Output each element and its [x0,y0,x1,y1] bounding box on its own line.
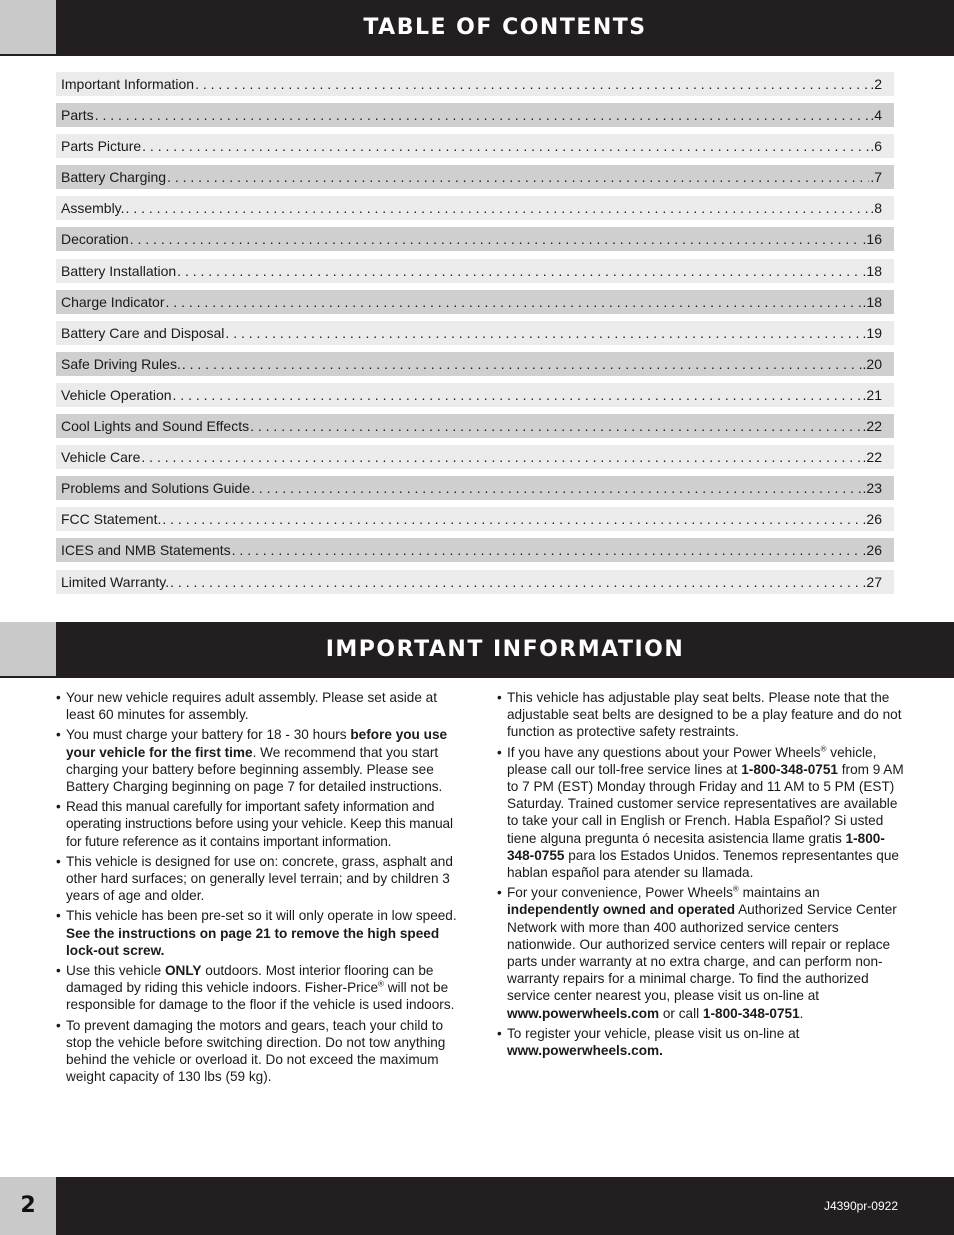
toc-entry-page: .19 [862,324,882,341]
toc-leader-dots [167,165,869,189]
info-left-column [56,689,468,1088]
toc-leader-dots [173,383,862,407]
phone-number: 1-800-348-0751 [741,761,838,777]
toc-entry [56,507,894,531]
toc-leader-dots [95,103,870,127]
page-footer [0,1177,954,1235]
toc-header-band [0,0,954,56]
website-url: www.powerwheels.com [507,1005,660,1021]
toc-entry-page: .21 [862,386,882,403]
toc-entry-title: Assembly. [61,200,125,217]
toc-entry-page: .8 [870,200,882,217]
toc-entry-page: .22 [862,449,882,466]
toc-leader-dots [142,134,869,158]
toc-leader-dots [232,538,862,562]
toc-entry-page: .2 [870,76,882,92]
toc-leader-dots [166,290,862,314]
toc-entry-page: .16 [862,231,882,248]
toc-entry [56,227,894,251]
toc-entry-title: Vehicle Operation [61,386,172,403]
toc-entry-page: .6 [870,138,882,155]
info-bullet: • If you have any questions about your Power Wheels® vehicle, please call our toll-free service lines at 1-800-348-0751 from 9 AM to 7 PM (EST) Monday through Friday and 11 AM to 5 PM (EST) Saturday. Trained customer service representatives are available to take your call in English or French. Habla Español? Si usted tiene alguna pregunta ó necesita asistencia llame gratis 1-800-348-0755 para los Estados Unidos. Tenemos representantes que hablan español para atender su llamada. [497,744,909,882]
toc-entry [56,570,894,594]
toc-leader-dots [250,414,861,438]
toc-entry-title: Vehicle Care [61,449,141,466]
info-bullet: • To register your vehicle, please visit us on-line at www.powerwheels.com. [497,1025,909,1059]
page-number: 2 [0,1177,56,1235]
toc-entry [56,383,894,407]
toc-entry-page: .4 [870,107,882,124]
toc-entry-title: Battery Care and Disposal [61,324,225,341]
toc-entry-title: Decoration [61,231,129,248]
toc-leader-dots [130,227,862,251]
toc-entry-title: Cool Lights and Sound Effects [61,418,250,435]
toc-leader-dots [225,321,861,345]
phone-number: 1-800-348-0751 [702,1005,800,1021]
toc-title: TABLE OF CONTENTS [56,0,954,56]
toc-list [56,72,894,601]
toc-entry-page: .26 [862,542,882,559]
toc-entry-page: .18 [862,262,882,279]
info-bullet: • For your convenience, Power Wheels® maintains an independently owned and operated Authorized Service Center Network with more than 400 authorized service centers nationwide. Our authorized service centers will repair or replace parts under warranty at no extra charge, and can perform non-warranty repairs for a minimal charge. To find the authorized service center nearest you, please visit us on-line at www.powerwheels.com or call 1-800-348-0751. [497,884,909,1022]
website-url: www.powerwheels.com. [507,1043,663,1059]
toc-entry-title: ICES and NMB Statements [61,542,231,559]
info-header-rule [0,676,954,678]
toc-entry-page: .26 [862,511,882,528]
toc-entry [56,72,894,96]
toc-entry [56,196,894,220]
toc-entry [56,476,894,500]
toc-entry-page: .7 [870,169,882,186]
toc-entry-title: Charge Indicator [61,293,165,310]
toc-entry-page: .23 [862,480,882,497]
info-title: IMPORTANT INFORMATION [56,622,954,678]
toc-entry-title: Parts [61,107,94,124]
toc-entry [56,290,894,314]
info-bullet: • Your new vehicle requires adult assembly. Please set aside at least 60 minutes for assembly. [56,689,468,723]
toc-entry [56,445,894,469]
toc-entry-page: .20 [862,355,882,372]
toc-leader-dots [251,476,861,500]
info-bullet: • This vehicle has been pre-set so it will only operate in low speed. See the instructions on page 21 to remove the high speed lock-out screw. [56,907,468,959]
document-code: J4390pr-0922 [823,1199,898,1213]
toc-header-tab [0,0,56,56]
toc-leader-dots [195,72,869,96]
toc-leader-dots [170,570,861,594]
info-bullet: • To prevent damaging the motors and gears, teach your child to stop the vehicle before switching direction. Do not tow anything behind the vehicle or overload it. Do not exceed the maximum weight capacity of 130 lbs (59 kg). [56,1017,468,1086]
toc-entry-title: Limited Warranty. [61,573,170,590]
toc-entry-title: Safe Driving Rules. [61,355,181,372]
info-bullet: • You must charge your battery for 18 - 30 hours before you use your vehicle for the first time. We recommend that you start charging your battery before beginning assembly. Please see Battery Charging beginning on page 7 for detailed instructions. [56,726,468,795]
info-bullet: • Read this manual carefully for important safety information and operating instructions before using your vehicle. Keep this manual for future reference as it contains important information. [56,798,468,850]
toc-leader-dots [162,507,861,531]
toc-leader-dots [126,196,870,220]
info-bullet: • This vehicle has adjustable play seat belts. Please note that the adjustable seat belts are designed to be a play feature and do not function as protective safety restraints. [497,689,909,741]
toc-entry [56,321,894,345]
toc-entry [56,103,894,127]
info-right-column [497,689,909,1062]
footer-bar [56,1177,954,1235]
toc-entry-title: Important Information [61,76,195,92]
toc-leader-dots [182,352,862,376]
toc-entry [56,165,894,189]
toc-entry-title: FCC Statement. [61,511,162,528]
toc-entry-title: Problems and Solutions Guide [61,480,251,497]
toc-entry-page: .18 [862,293,882,310]
toc-entry-title: Battery Installation [61,262,177,279]
toc-entry-page: .27 [862,573,882,590]
info-header-band [0,622,954,678]
toc-entry-title: Parts Picture [61,138,142,155]
toc-entry [56,538,894,562]
toc-leader-dots [141,445,861,469]
toc-entry [56,134,894,158]
phone-number: 1-800-348-0755 [507,830,885,863]
info-bullet: • Use this vehicle ONLY outdoors. Most interior flooring can be damaged by riding this vehicle indoors. Fisher-Price® will not be responsible for damage to the floor if the vehicle is used indoors. [56,962,468,1014]
toc-entry-page: .22 [862,418,882,435]
toc-entry [56,414,894,438]
toc-entry [56,259,894,283]
toc-leader-dots [177,259,861,283]
info-header-tab [0,622,56,678]
toc-header-rule [0,54,954,56]
toc-entry-title: Battery Charging [61,169,167,186]
info-bullet: • This vehicle is designed for use on: concrete, grass, asphalt and other hard surfaces; on generally level terrain; and by children 3 years of age and older. [56,853,468,905]
toc-entry [56,352,894,376]
